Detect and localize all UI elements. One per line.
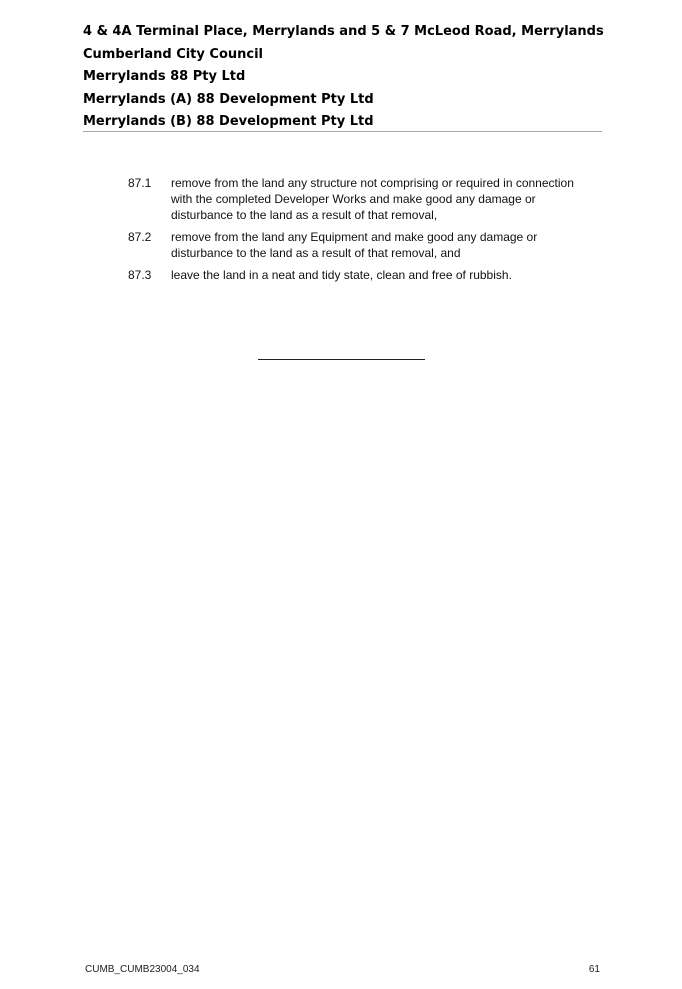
clause-text: remove from the land any Equipment and make good any damage or disturbance to the land as a result of that removal, and — [171, 230, 538, 260]
header-divider — [83, 131, 602, 132]
header-party-merrylands-b: Merrylands (B) 88 Development Pty Ltd — [83, 114, 374, 129]
clause-list — [128, 175, 598, 289]
header-council-name: Cumberland City Council — [83, 46, 264, 62]
header-party-merrylands-a: Merrylands (A) 88 Development Pty Ltd — [83, 91, 374, 107]
footer-page-number: 61 — [588, 964, 600, 975]
clause-item — [128, 229, 598, 261]
clause-number: 87.2 — [128, 230, 152, 244]
header-property-address: 4 & 4A Terminal Place, Merrylands and 5 & 7 McLeod Road, Merrylands — [83, 24, 604, 39]
document-header — [83, 21, 602, 134]
clause-number: 87.3 — [128, 268, 152, 282]
clause-number: 87.1 — [128, 176, 152, 190]
clause-text: remove from the land any structure not comprising or required in connection with the completed Developer Works and make good any damage or disturbance to the land as a result of that removal, — [171, 176, 574, 222]
header-party-merrylands-88: Merrylands 88 Pty Ltd — [83, 69, 246, 84]
end-of-section-rule — [258, 359, 425, 360]
footer-document-code: CUMB_CUMB23004_034 — [85, 964, 200, 975]
clause-item — [128, 267, 598, 283]
clause-item — [128, 175, 598, 223]
clause-text: leave the land in a neat and tidy state, clean and free of rubbish. — [171, 268, 512, 282]
